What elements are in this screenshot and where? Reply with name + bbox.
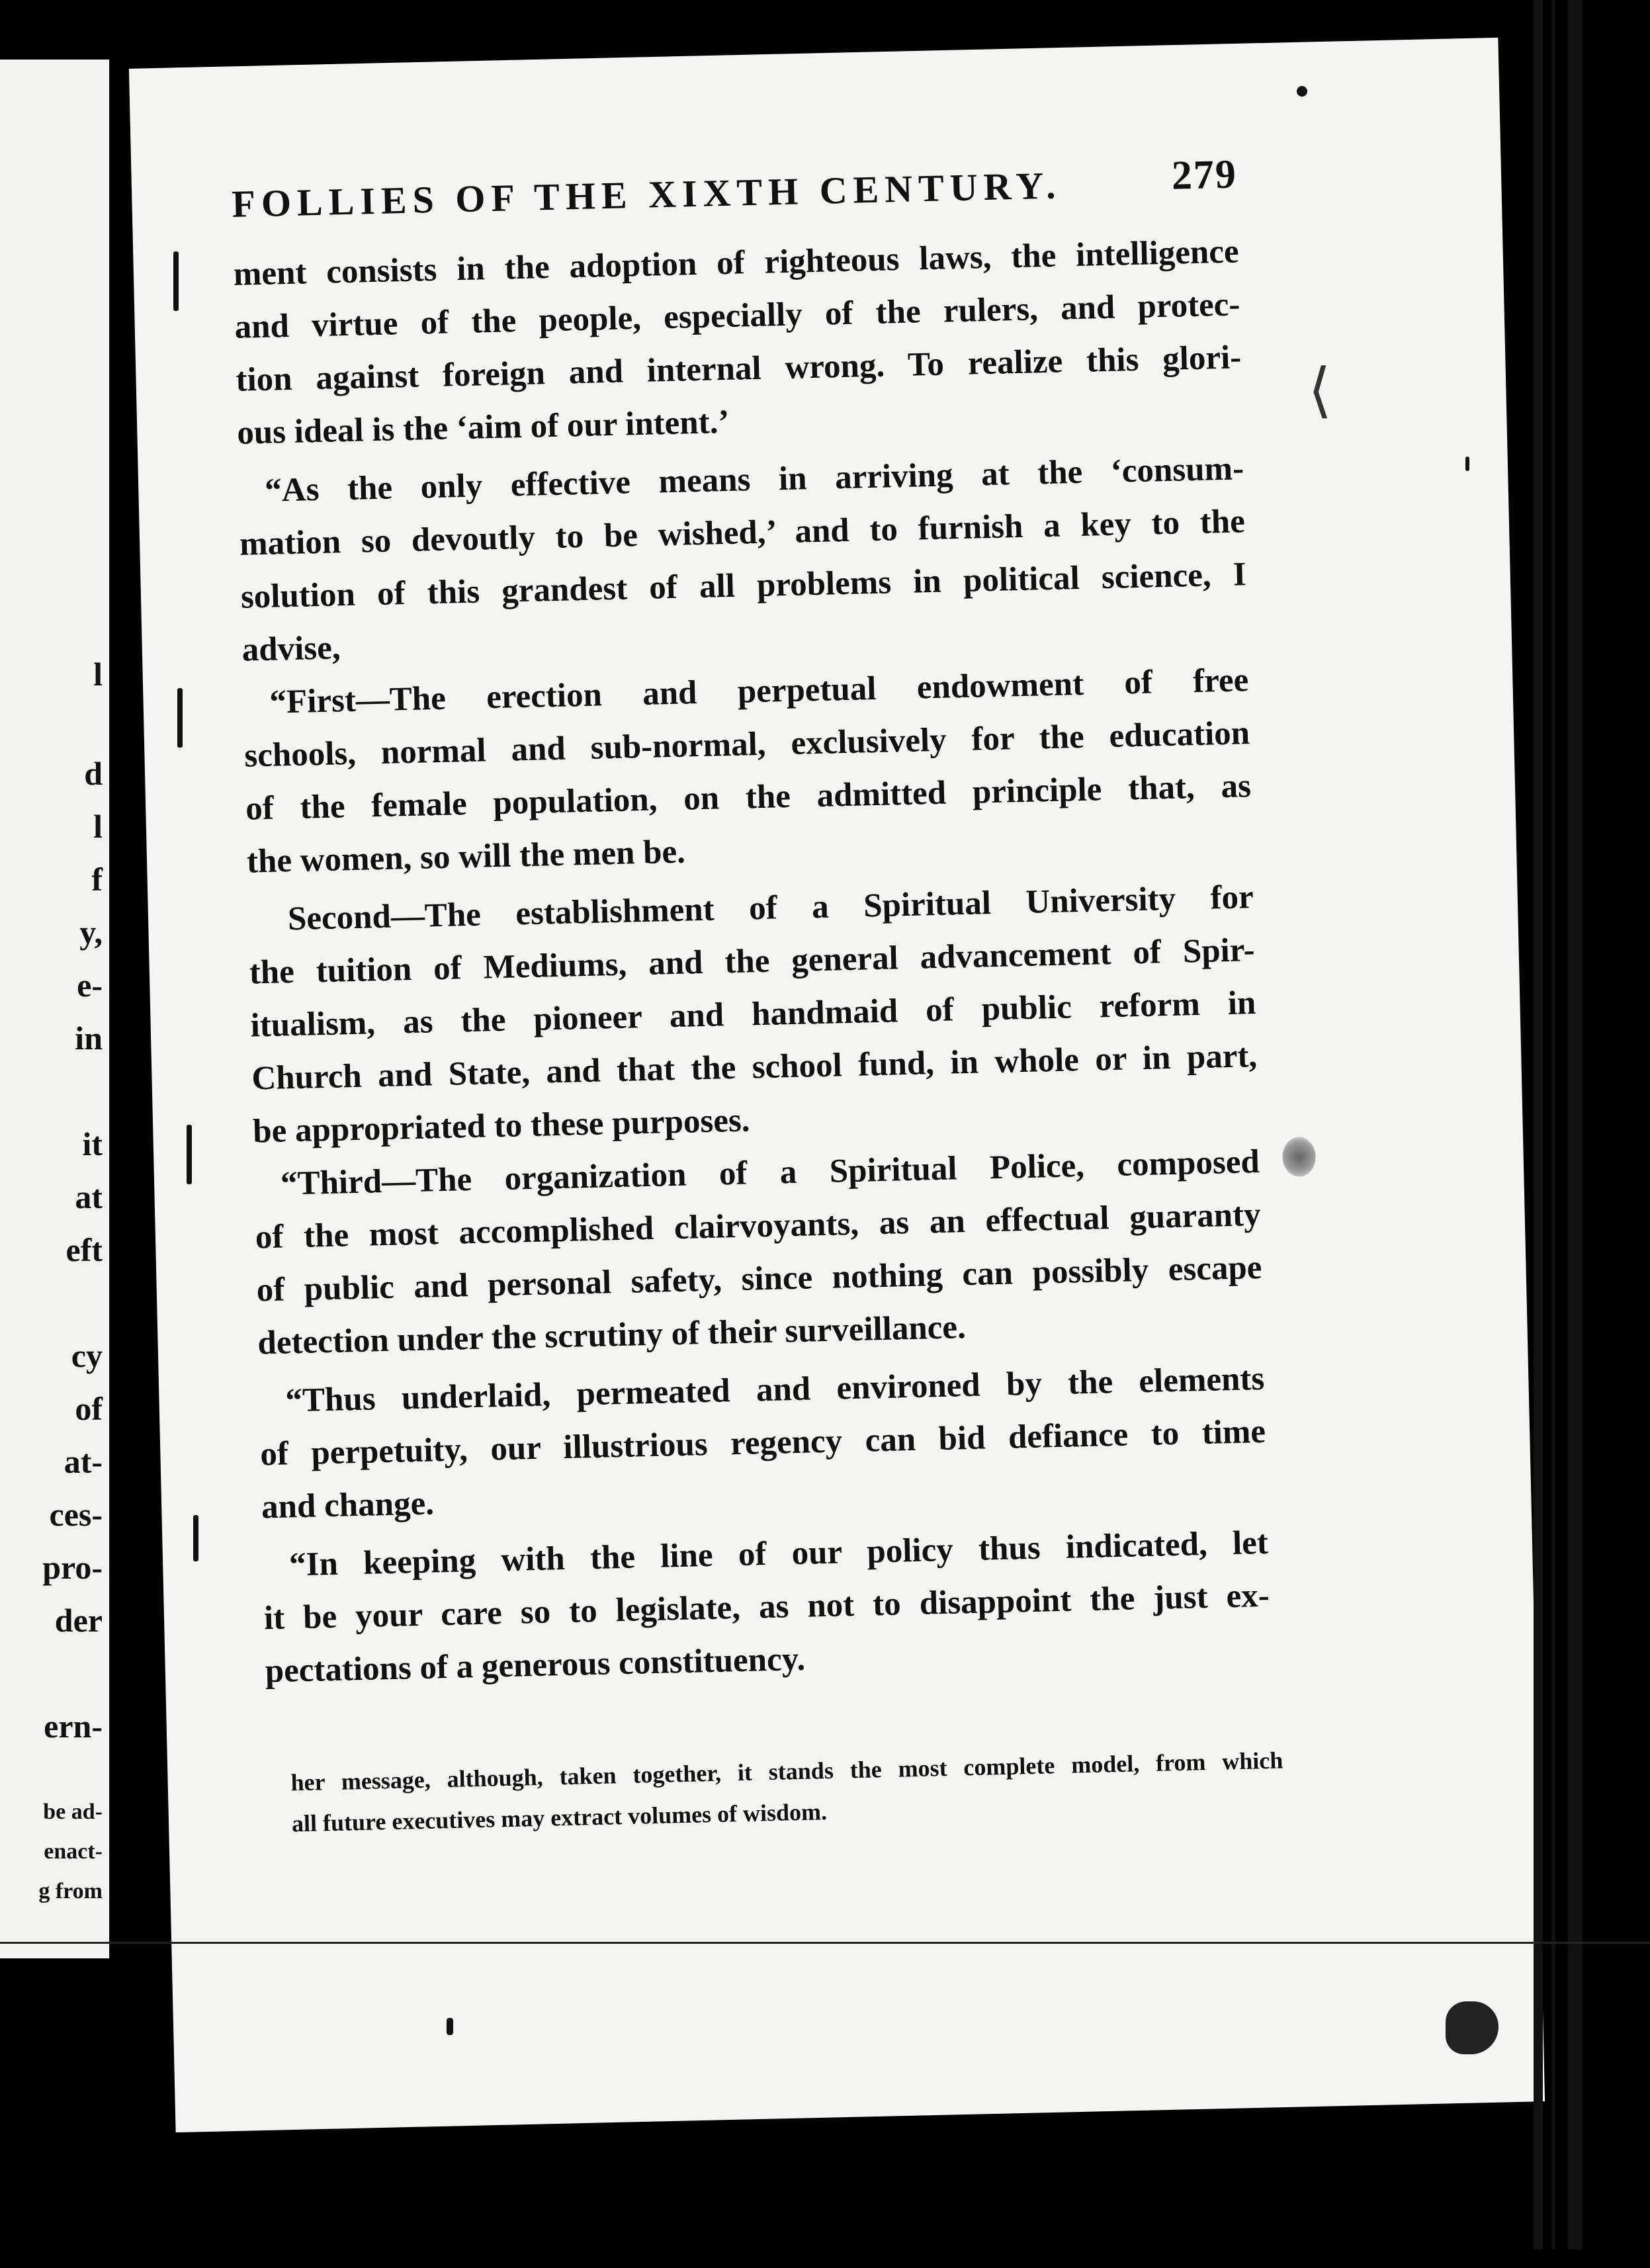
- dust-speck: [193, 1515, 198, 1561]
- footnote: [290, 1739, 1284, 1844]
- text-line: itualism, as the pioneer and handmaid of public reform in: [250, 984, 1256, 1045]
- text-line: “As the only effective means in arriving at the ‘consum-: [264, 450, 1244, 509]
- text-line: and virtue of the people, especially of the rulers, and protec-: [234, 286, 1240, 346]
- left-fragment: at: [75, 1178, 103, 1215]
- text-line: Church and State, and that the school fund, in whole or in part,: [251, 1037, 1258, 1098]
- left-fragment: in: [75, 1020, 103, 1057]
- left-fragment: at-: [64, 1443, 103, 1480]
- left-fragment: it: [82, 1125, 103, 1162]
- text-line: of perpetuity, our illustrious regency can bid defiance to time: [259, 1413, 1266, 1473]
- left-fragment: ces-: [49, 1496, 103, 1533]
- left-fragment: der: [54, 1602, 103, 1639]
- running-title: FOLLIES OF THE XIXTH CENTURY.: [231, 163, 1063, 226]
- body-text: [233, 225, 1271, 1698]
- text-line: ment consists in the adoption of righteous laws, the intelligence: [233, 233, 1240, 293]
- text-line: “In keeping with the line of our policy thus indicated, let: [288, 1524, 1269, 1584]
- left-fragment: f: [91, 861, 103, 898]
- text-line: pectations of a generous constituency.: [265, 1640, 806, 1690]
- left-fragment: of: [75, 1390, 103, 1427]
- left-fragment: l: [93, 656, 103, 693]
- text-line: detection under the scrutiny of their surveillance.: [257, 1309, 967, 1362]
- text-line: schools, normal and sub-normal, exclusively for the education: [243, 715, 1250, 775]
- text-line: the women, so will the men be.: [246, 833, 686, 881]
- left-fragment: pro-: [42, 1549, 103, 1586]
- footnote-line: all future executives may extract volumes of wisdom.: [291, 1798, 828, 1837]
- text-line: it be your care so to legislate, as not to disappoint the just ex-: [263, 1577, 1270, 1637]
- text-line: tion against foreign and internal wrong. To realize this glori-: [235, 339, 1242, 399]
- left-fragment: cy: [71, 1337, 103, 1374]
- text-line: Second—The establishment of a Spiritual University for: [287, 879, 1254, 938]
- margin-mark: ⟨: [1307, 355, 1332, 425]
- page-number: 279: [1171, 152, 1238, 198]
- left-fragment: ern-: [44, 1708, 103, 1745]
- text-line: be appropriated to these purposes.: [252, 1102, 751, 1151]
- text-line: solution of this grandest of all problems in political science, I: [240, 556, 1247, 616]
- running-header: [231, 152, 1238, 234]
- left-fragment: e-: [77, 967, 103, 1004]
- text-line: mation so devoutly to be wished,’ and to furnish a key to the: [239, 503, 1246, 563]
- text-line: of public and personal safety, since nothing can possibly escape: [256, 1248, 1262, 1309]
- footnote-line: her message, although, taken together, it stands the most complete model, from which: [290, 1747, 1283, 1796]
- text-line: of the female population, on the admitted principle that, as: [245, 767, 1252, 828]
- ink-stain: [1282, 1137, 1316, 1177]
- text-line: of the most accomplished clairvoyants, as an effectual guaranty: [255, 1196, 1262, 1256]
- left-fragment: eft: [65, 1231, 103, 1268]
- text-line: the tuition of Mediums, and the general advancement of Spir-: [249, 932, 1256, 992]
- dust-speck: [1297, 86, 1307, 97]
- text-line: advise,: [241, 629, 341, 669]
- dust-speck: [1465, 457, 1469, 471]
- dust-speck: [173, 251, 179, 311]
- text-line: and change.: [261, 1485, 435, 1526]
- dust-speck: [177, 688, 183, 748]
- left-fragment: g from: [38, 1879, 103, 1903]
- text-line: ous ideal is the ‘aim of our intent.’: [236, 403, 730, 452]
- left-fragment: be ad-: [43, 1800, 103, 1824]
- scan-rule-line: [0, 1942, 1650, 1944]
- text-line: “Thus underlaid, permeated and environed by the elements: [284, 1360, 1265, 1420]
- dust-speck: [447, 2018, 453, 2035]
- text-line: “First—The erection and perpetual endowment of free: [269, 662, 1249, 721]
- left-fragment: l: [93, 808, 103, 845]
- left-fragment: enact-: [44, 1839, 103, 1864]
- text-line: “Third—The organization of a Spiritual Police, composed: [280, 1143, 1260, 1203]
- dust-speck: [187, 1125, 192, 1184]
- left-fragment: d: [84, 755, 103, 792]
- left-fragment: y,: [79, 914, 103, 951]
